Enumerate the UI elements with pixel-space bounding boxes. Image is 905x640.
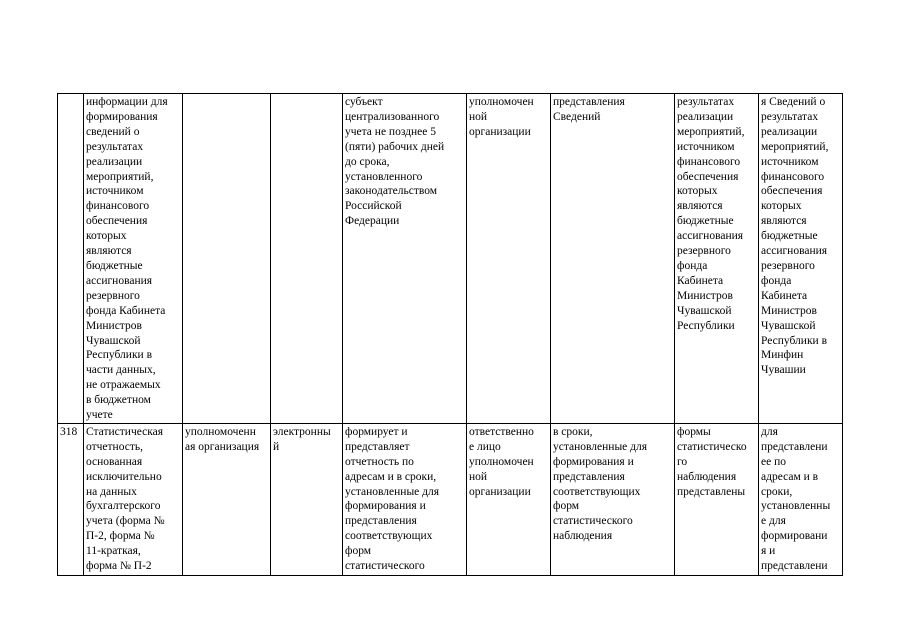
row-number-cell: 318 <box>58 423 84 575</box>
result-cell: результатах реализации мероприятий, источником финансового обеспечения которых являются бюджетные ассигнования резервного фонда Кабинета Министров Чувашской Республики <box>675 94 759 424</box>
table-row <box>58 423 843 575</box>
deadline-cell: представления Сведений <box>551 94 675 424</box>
deadline-cell: в сроки, установленные для формирования и представления соответствующих форм статистического наблюдения <box>551 423 675 575</box>
recipient-cell: я Сведений о результатах реализации мероприятий, источником финансового обеспечения которых являются бюджетные ассигнования резервного фонда Кабинета Министров Чувашской Республики в Минфин Чувашии <box>759 94 843 424</box>
responsible-org-cell: уполномоченн ая организация <box>183 423 271 575</box>
row-number-cell <box>58 94 84 424</box>
document-name-cell: информации для формирования сведений о результатах реализации мероприятий, источником финансового обеспечения которых являются бюджетные ассигнования резервного фонда Кабинета Министров Чувашской Республики в части данных, не отражаемых в бюджетном учете <box>84 94 183 424</box>
result-cell: формы статистическо го наблюдения представлены <box>675 423 759 575</box>
format-cell <box>271 94 343 424</box>
procedure-cell: формирует и представляет отчетность по адресам и в сроки, установленные для формирования и представления соответствующих форм статистического <box>343 423 467 575</box>
procedure-cell: субъект централизованного учета не позднее 5 (пяти) рабочих дней до срока, установленного законодательством Российской Федерации <box>343 94 467 424</box>
records-table <box>57 93 843 576</box>
table-row <box>58 94 843 424</box>
recipient-cell: для представлени ее по адресам и в сроки, установленны е для формировани я и представлени <box>759 423 843 575</box>
signer-cell: уполномочен ной организации <box>467 94 551 424</box>
document-name-cell: Статистическая отчетность, основанная исключительно на данных бухгалтерского учета (форма № П-2, форма № 11-краткая, форма № П-2 <box>84 423 183 575</box>
responsible-org-cell <box>183 94 271 424</box>
signer-cell: ответственно е лицо уполномочен ной организации <box>467 423 551 575</box>
format-cell: электронны й <box>271 423 343 575</box>
